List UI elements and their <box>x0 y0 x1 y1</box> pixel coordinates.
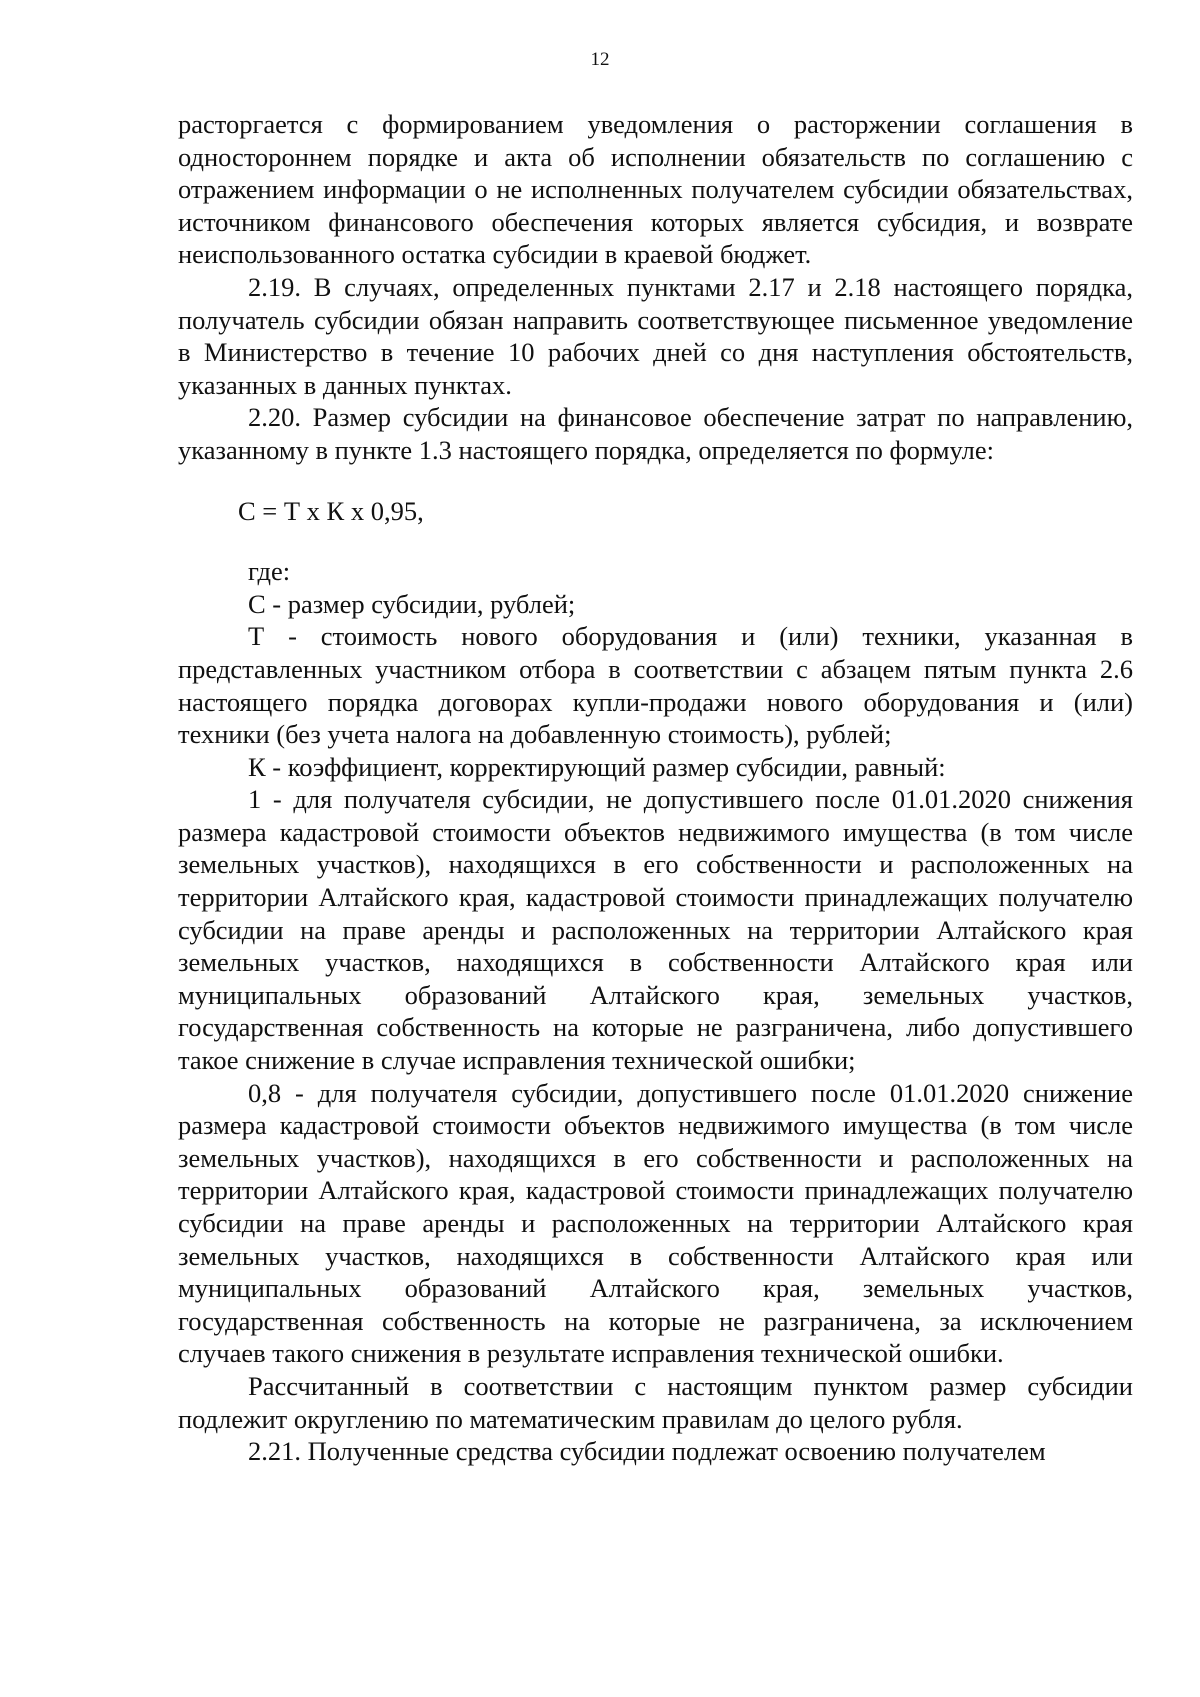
paragraph-2-19: 2.19. В случаях, определенных пунктами 2.17 и 2.18 настоящего порядка, получатель субсидии обязан направить соответствующее письменное уведомление в Министерство в течение 10 рабочих дней со дня наступления обстоятельств, указанных в данных пунктах. <box>178 271 1133 400</box>
paragraph-2-21: 2.21. Полученные средства субсидии подлежат освоению получателем <box>248 1436 1046 1467</box>
rounding-rule: Рассчитанный в соответствии с настоящим пунктом размер субсидии подлежит округлению по математическим правилам до целого рубля. <box>178 1370 1133 1434</box>
paragraph-2-20: 2.20. Размер субсидии на финансовое обеспечение затрат по направлению, указанному в пункте 1.3 настоящего порядка, определяется по формуле: <box>178 402 1133 465</box>
document-body <box>178 108 1133 1468</box>
coefficient-0-8-clause: 0,8 - для получателя субсидии, допустившего после 01.01.2020 снижение размера кадастровой стоимости объектов недвижимого имущества (в том числе земельных участков), находящихся в его собственности и расположенных на территории Алтайского края, кадастровой стоимости принадлежащих получателю субсидии на праве аренды и расположенных на территории Алтайского края земельных участков, находящихся в собственности Алтайского края или муниципальных образований Алтайского края, земельных участков, государственная собственность на которые не разграничена, за исключением случаев такого снижения в результате исправления технической ошибки. <box>178 1077 1133 1369</box>
subsidy-formula: С = Т х К х 0,95, <box>238 495 424 526</box>
definition-k: К - коэффициент, корректирующий размер субсидии, равный: <box>248 751 946 782</box>
formula-where: где: <box>248 556 291 587</box>
definition-t: Т - стоимость нового оборудования и (или) техники, указанная в представленных участником отбора в соответствии с абзацем пятым пункта 2.6 настоящего порядка договорах купли-продажи нового оборудования и (или) техники (без учета налога на добавленную стоимость), рублей; <box>178 621 1133 750</box>
coefficient-1-clause: 1 - для получателя субсидии, не допустившего после 01.01.2020 снижения размера кадастровой стоимости объектов недвижимого имущества (в том числе земельных участков), находящихся в его собственности и расположенных на территории Алтайского края, кадастровой стоимости принадлежащих получателю субсидии на праве аренды и расположенных на территории Алтайского края земельных участков, находящихся в собственности Алтайского края или муниципальных образований Алтайского края, земельных участков, государственная собственность на которые не разграничена, либо допустившего такое снижение в случае исправления технической ошибки; <box>178 784 1133 1076</box>
page-number: 12 <box>590 49 610 70</box>
paragraph-continuation: расторгается с формированием уведомления о расторжении соглашения в одностороннем порядке и акта об исполнении обязательств по соглашению с отражением информации о не исполненных получателем субсидии обязательствах, источником финансового обеспечения которых является субсидия, и возврате неиспользованного остатка субсидии в краевой бюджет. <box>178 109 1133 270</box>
definition-c: С - размер субсидии, рублей; <box>248 588 576 619</box>
